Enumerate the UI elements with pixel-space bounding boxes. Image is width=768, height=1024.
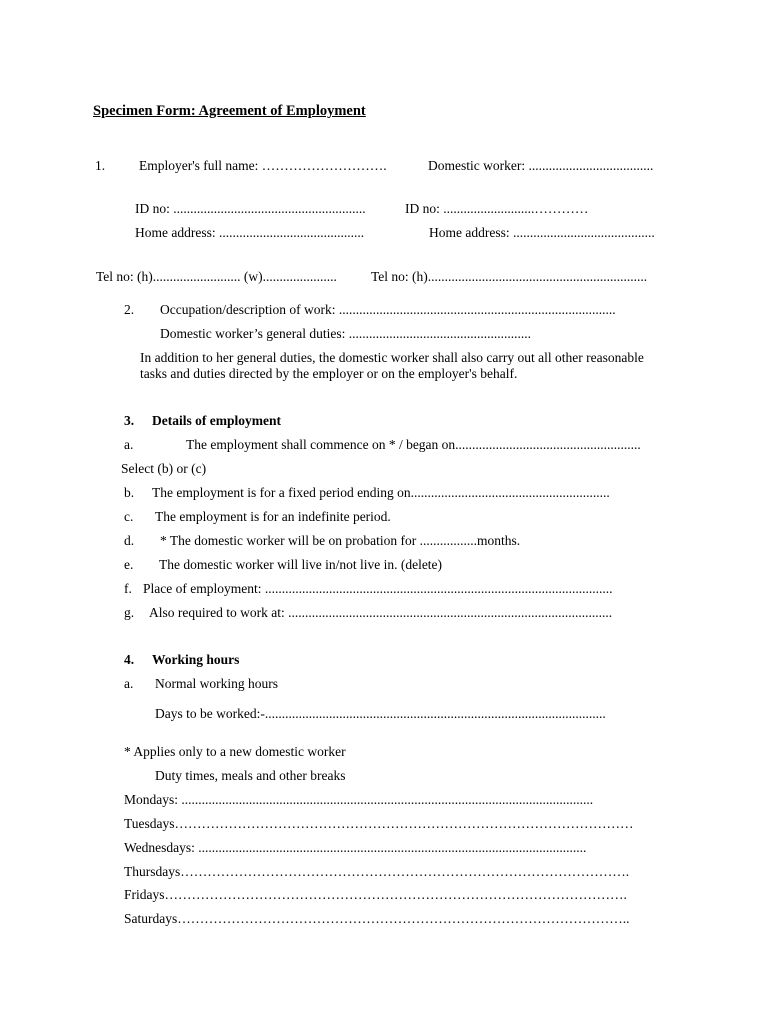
- item-letter: d.: [124, 533, 135, 548]
- employer-name-field[interactable]: Employer's full name: ……………………….: [139, 158, 387, 173]
- normal-hours-label: Normal working hours: [155, 676, 278, 691]
- select-note: Select (b) or (c): [121, 461, 207, 476]
- item-letter: e.: [124, 557, 134, 572]
- live-in-option-text: The domestic worker will live in/not live in. (delete): [159, 557, 443, 572]
- also-work-at-field[interactable]: Also required to work at: ................................................................................................: [149, 605, 613, 620]
- tuesday-field[interactable]: Tuesdays…………………………………………………………………………………………: [124, 816, 634, 831]
- item-letter: c.: [124, 509, 134, 524]
- item-letter: a.: [124, 437, 134, 452]
- item-letter: f.: [124, 581, 132, 596]
- item-letter: g.: [124, 605, 135, 620]
- item-letter: b.: [124, 485, 135, 500]
- thursday-field[interactable]: Thursdays……………………………………………………………………………………….: [124, 864, 630, 879]
- section-heading: Details of employment: [152, 413, 281, 428]
- worker-address-field[interactable]: Home address: ..........................................: [429, 225, 655, 240]
- page-title: Specimen Form: Agreement of Employment: [93, 103, 366, 119]
- probation-field[interactable]: * The domestic worker will be on probation for .................months.: [160, 533, 521, 548]
- footnote: * Applies only to a new domestic worker: [124, 744, 346, 759]
- duty-times-label: Duty times, meals and other breaks: [155, 768, 346, 783]
- employer-tel-field[interactable]: Tel no: (h).......................... (w)......................: [96, 269, 337, 284]
- item-letter: a.: [124, 676, 134, 691]
- monday-field[interactable]: Mondays: ..........................................................................................................................: [124, 792, 594, 807]
- section-number: 3.: [124, 413, 135, 428]
- friday-field[interactable]: Fridays………………………………………………………………………………………….: [124, 887, 627, 902]
- place-of-employment-field[interactable]: Place of employment: .......................................................................................................: [143, 581, 613, 596]
- occupation-field[interactable]: Occupation/description of work: ..................................................................................: [160, 302, 616, 317]
- days-worked-field[interactable]: Days to be worked:-.....................................................................................................: [155, 706, 606, 721]
- worker-id-field[interactable]: ID no: ...........................…………: [405, 201, 589, 216]
- section-heading: Working hours: [152, 652, 240, 667]
- domestic-worker-field[interactable]: Domestic worker: .....................................: [428, 158, 654, 173]
- fixed-period-field[interactable]: The employment is for a fixed period ending on...........................................................: [152, 485, 610, 500]
- worker-tel-field[interactable]: Tel no: (h).................................................................: [371, 269, 648, 284]
- section-number: 2.: [124, 302, 135, 317]
- employer-id-field[interactable]: ID no: .........................................................: [135, 201, 366, 216]
- commencement-field[interactable]: The employment shall commence on * / began on.......................................................: [186, 437, 641, 452]
- saturday-field[interactable]: Saturdays………………………………………………………………………………………..: [124, 911, 630, 926]
- duties-paragraph-line-2: tasks and duties directed by the employer or on the employer's behalf.: [140, 366, 518, 381]
- section-number: 1.: [95, 158, 106, 173]
- wednesday-field[interactable]: Wednesdays: ...................................................................................................................: [124, 840, 587, 855]
- section-number: 4.: [124, 652, 135, 667]
- general-duties-field[interactable]: Domestic worker’s general duties: ......................................................: [160, 326, 531, 341]
- indefinite-period-text: The employment is for an indefinite period.: [155, 509, 391, 524]
- employer-address-field[interactable]: Home address: ...........................................: [135, 225, 365, 240]
- duties-paragraph-line-1: In addition to her general duties, the domestic worker shall also carry out all other reasonable: [140, 350, 644, 365]
